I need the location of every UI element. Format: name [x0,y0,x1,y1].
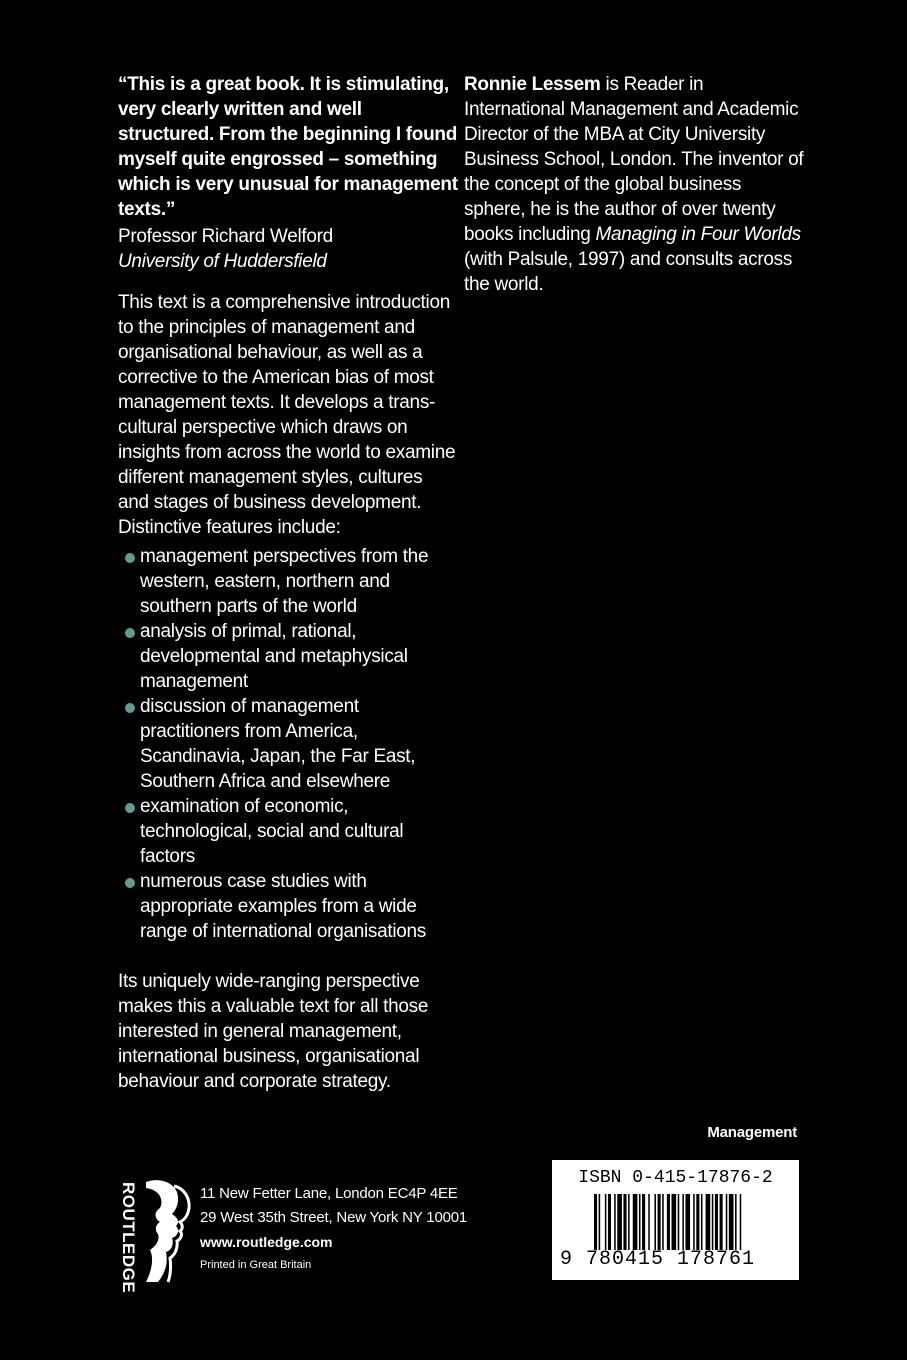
feature-text: discussion of management practitioners from America, Scandinavia, Japan, the Far East, Southern Africa and elsewhere [140,696,416,792]
printed-in: Printed in Great Britain [200,1259,312,1271]
list-item [118,544,458,619]
endorsement-institution: University of Huddersfield [118,251,327,272]
subject-category: Management [707,1124,797,1141]
endorsement-quote: “This is a great book. It is stimulating, very clearly written and well structured. From the beginning I found myself quite engrossed – something which is very unusual for management texts.” [118,74,458,220]
list-item [118,619,458,694]
right-column [464,72,804,297]
bullet-icon [125,628,135,638]
isbn-label: ISBN 0-415-17876-2 [578,1168,773,1188]
publisher-address-uk: 11 New Fetter Lane, London EC4P 4EE [200,1185,458,1202]
bullet-icon [125,703,135,713]
feature-text: analysis of primal, rational, developmental and metaphysical management [140,621,408,692]
bullet-icon [125,878,135,888]
description-closing: Its uniquely wide-ranging perspective makes this a valuable text for all those interested in general management, international business, organisational behaviour and corporate strategy. [118,971,429,1092]
publisher-website: www.routledge.com [200,1234,333,1250]
list-item [118,694,458,794]
bullet-icon [125,803,135,813]
feature-text: management perspectives from the western, eastern, northern and southern parts of the world [140,546,429,617]
author-name: Ronnie Lessem [464,74,601,95]
list-item [118,794,458,869]
isbn-digits: 9 780415 178761 [560,1248,756,1271]
author-bio-text-1: is Reader in International Management and Academic Director of the MBA at City University Business School, London. The inventor of the concept of the global business sphere, he is the author of over twenty books including [464,74,804,245]
barcode-icon [594,1194,790,1250]
book-title: Managing in Four Worlds [595,224,801,245]
bullet-icon [125,553,135,563]
feature-text: numerous case studies with appropriate examples from a wide range of international organisations [140,871,427,942]
feature-text: examination of economic, technological, social and cultural factors [140,796,404,867]
isbn-barcode-box [552,1160,799,1280]
publisher-address-us: 29 West 35th Street, New York NY 10001 [200,1209,468,1226]
feature-list [118,544,458,944]
publisher-block [118,1176,478,1294]
left-column [118,72,458,1094]
description-intro: This text is a comprehensive introduction to the principles of management and organisational behaviour, as well as a corrective to the American bias of most management texts. It develops a trans-cultural perspective which draws on insights from across the world to examine different management styles, cultures and stages of business development. Distinctive features include: [118,292,456,538]
publisher-logo-icon [144,1178,194,1284]
list-item [118,869,458,944]
endorsement-author: Professor Richard Welford [118,226,333,247]
endorsement-attribution [118,224,458,274]
publisher-logo-text [114,1180,144,1294]
author-bio-text-2: (with Palsule, 1997) and consults across the world. [464,249,793,295]
author-bio [464,72,804,297]
publisher-logo-label: ROUTLEDGE [119,1182,138,1294]
